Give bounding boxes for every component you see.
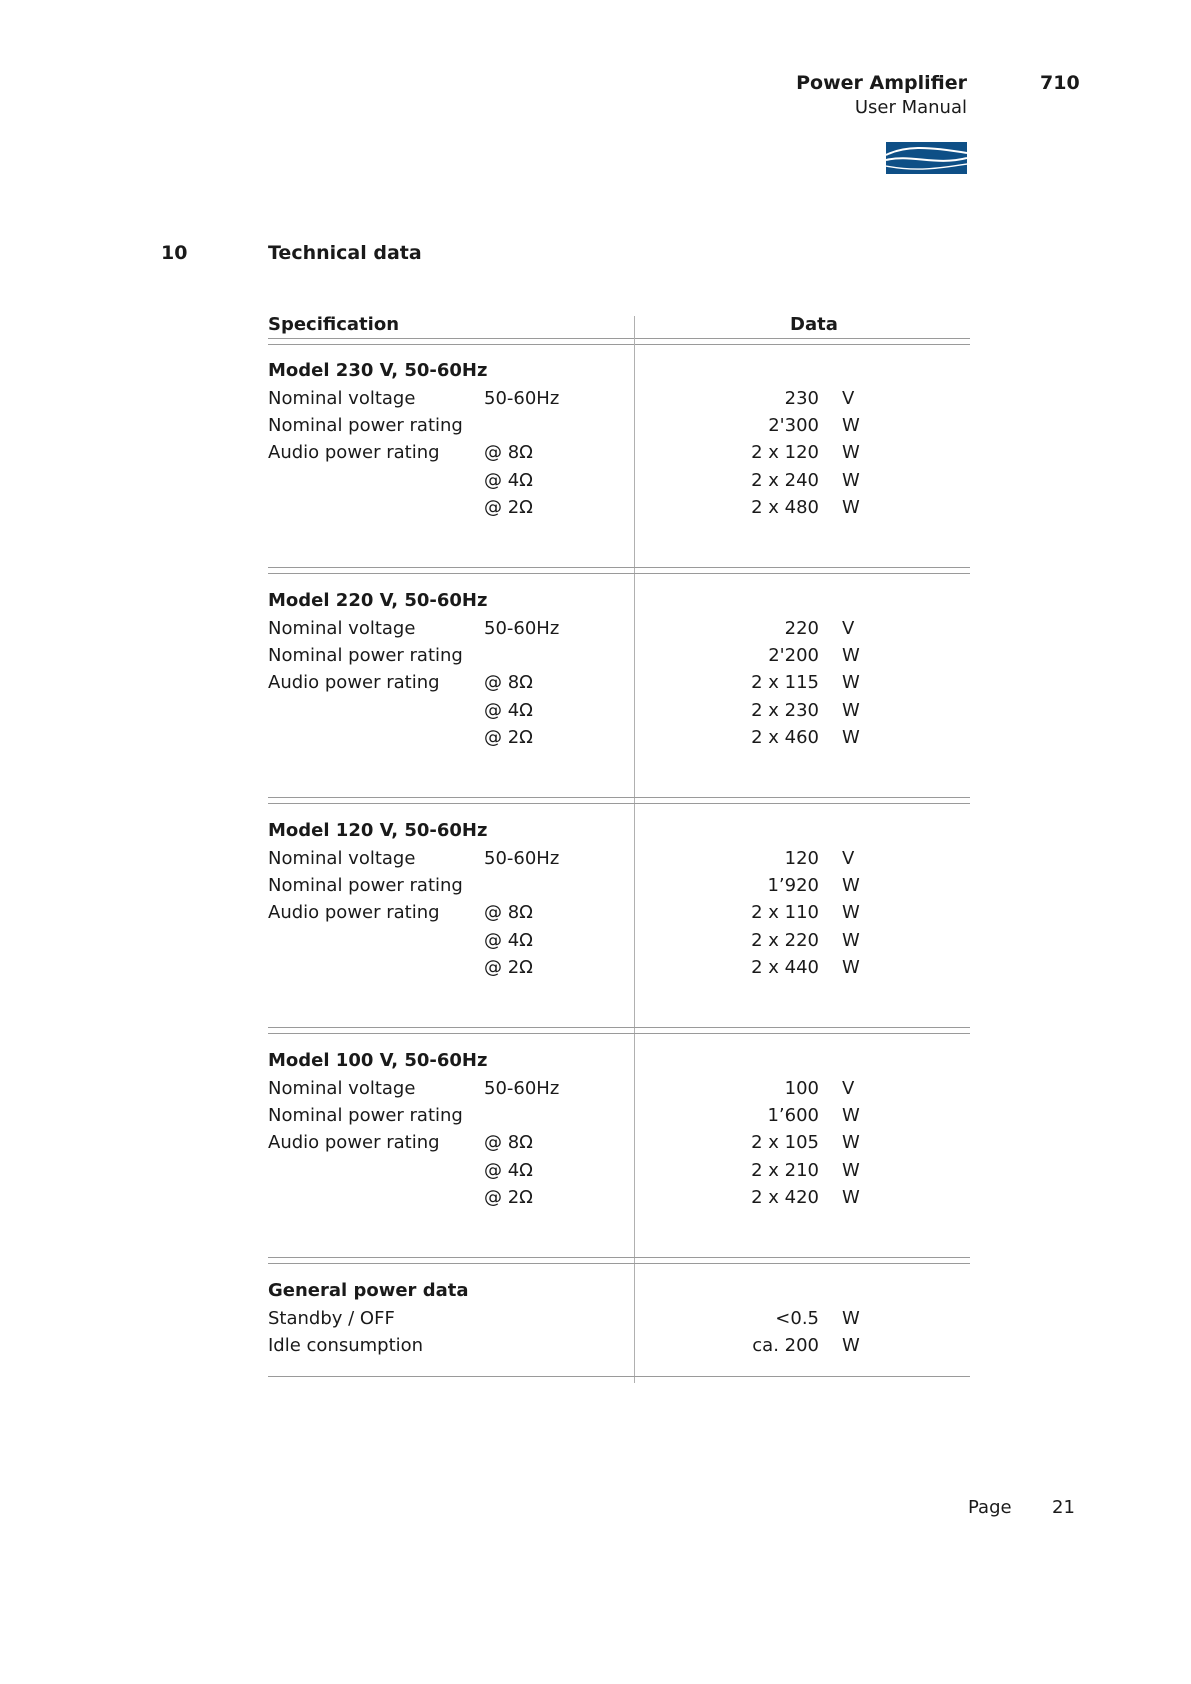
row-label: Nominal power rating [268, 415, 463, 436]
row-value: 2 x 480 [751, 497, 819, 518]
table-row [0, 1132, 1191, 1159]
product-title: Power Amplifier [796, 72, 967, 94]
row-label: Nominal voltage [268, 848, 416, 869]
table-row [0, 1078, 1191, 1105]
row-condition: @ 8Ω [484, 442, 533, 463]
model-number: 710 [1040, 72, 1080, 94]
row-condition: @ 4Ω [484, 470, 533, 491]
row-value: 2 x 210 [751, 1160, 819, 1181]
row-value: 2 x 420 [751, 1187, 819, 1208]
row-value: 2'200 [768, 645, 819, 666]
block-rule [268, 1033, 970, 1034]
row-unit: W [842, 727, 860, 748]
table-row [0, 1335, 1191, 1362]
table-row [0, 957, 1191, 984]
row-value: 120 [784, 848, 819, 869]
row-value: 2 x 220 [751, 930, 819, 951]
block-rule [268, 573, 970, 574]
row-unit: W [842, 930, 860, 951]
row-value: 230 [784, 388, 819, 409]
row-value: 220 [784, 618, 819, 639]
row-unit: W [842, 875, 860, 896]
row-value: <0.5 [775, 1308, 819, 1329]
wave-logo-icon [886, 142, 967, 174]
row-unit: W [842, 1187, 860, 1208]
row-condition: 50-60Hz [484, 388, 560, 409]
row-condition: 50-60Hz [484, 618, 560, 639]
row-unit: V [842, 848, 855, 869]
header-rule [268, 338, 970, 339]
row-condition: @ 4Ω [484, 930, 533, 951]
section-number: 10 [161, 242, 188, 264]
row-condition: @ 4Ω [484, 1160, 533, 1181]
table-row [0, 388, 1191, 415]
row-unit: V [842, 388, 855, 409]
header-rule-double [268, 344, 970, 345]
row-label: Nominal voltage [268, 618, 416, 639]
block-rule [268, 1027, 970, 1028]
document-subtitle: User Manual [854, 97, 967, 118]
table-bottom-rule [268, 1376, 970, 1377]
table-row [0, 902, 1191, 929]
table-row [0, 930, 1191, 957]
row-unit: W [842, 1160, 860, 1181]
row-unit: W [842, 1335, 860, 1356]
table-row [0, 497, 1191, 524]
row-value: 2'300 [768, 415, 819, 436]
table-row [0, 415, 1191, 442]
block-title: Model 230 V, 50-60Hz [268, 360, 488, 381]
block-rule [268, 1257, 970, 1258]
column-header-data: Data [790, 314, 838, 335]
row-value: 2 x 120 [751, 442, 819, 463]
row-unit: W [842, 470, 860, 491]
table-row [0, 645, 1191, 672]
row-label: Idle consumption [268, 1335, 424, 1356]
page-number: 21 [1052, 1497, 1075, 1518]
table-row [0, 848, 1191, 875]
page-label: Page [968, 1497, 1012, 1518]
block-rule [268, 567, 970, 568]
row-value: 2 x 440 [751, 957, 819, 978]
row-condition: @ 2Ω [484, 957, 533, 978]
table-row [0, 727, 1191, 754]
row-unit: W [842, 1132, 860, 1153]
row-condition: @ 2Ω [484, 1187, 533, 1208]
row-unit: V [842, 618, 855, 639]
row-unit: W [842, 497, 860, 518]
row-unit: V [842, 1078, 855, 1099]
row-condition: @ 8Ω [484, 902, 533, 923]
row-condition: @ 8Ω [484, 1132, 533, 1153]
row-label: Nominal voltage [268, 388, 416, 409]
row-label: Nominal voltage [268, 1078, 416, 1099]
row-unit: W [842, 672, 860, 693]
row-condition: @ 8Ω [484, 672, 533, 693]
block-title: General power data [268, 1280, 469, 1301]
row-unit: W [842, 1308, 860, 1329]
row-label: Nominal power rating [268, 1105, 463, 1126]
table-row [0, 618, 1191, 645]
table-row [0, 875, 1191, 902]
row-unit: W [842, 415, 860, 436]
block-title: Model 220 V, 50-60Hz [268, 590, 488, 611]
row-value: 2 x 110 [751, 902, 819, 923]
row-unit: W [842, 442, 860, 463]
row-value: 1’920 [767, 875, 819, 896]
row-label: Audio power rating [268, 672, 440, 693]
column-header-specification: Specification [268, 314, 400, 335]
block-rule [268, 803, 970, 804]
row-label: Audio power rating [268, 902, 440, 923]
row-label: Audio power rating [268, 1132, 440, 1153]
row-label: Nominal power rating [268, 875, 463, 896]
table-row [0, 442, 1191, 469]
table-row [0, 700, 1191, 727]
section-title: Technical data [268, 242, 422, 264]
table-row [0, 470, 1191, 497]
row-label: Standby / OFF [268, 1308, 395, 1329]
block-title: Model 100 V, 50-60Hz [268, 1050, 488, 1071]
row-value: 1’600 [767, 1105, 819, 1126]
row-unit: W [842, 700, 860, 721]
row-unit: W [842, 957, 860, 978]
row-value: 2 x 115 [751, 672, 819, 693]
row-label: Nominal power rating [268, 645, 463, 666]
table-row [0, 1160, 1191, 1187]
row-label: Audio power rating [268, 442, 440, 463]
row-value: 100 [784, 1078, 819, 1099]
row-condition: 50-60Hz [484, 1078, 560, 1099]
row-condition: 50-60Hz [484, 848, 560, 869]
block-rule [268, 797, 970, 798]
row-value: 2 x 230 [751, 700, 819, 721]
table-row [0, 1308, 1191, 1335]
row-unit: W [842, 645, 860, 666]
block-title: Model 120 V, 50-60Hz [268, 820, 488, 841]
row-value: ca. 200 [752, 1335, 819, 1356]
table-row [0, 1105, 1191, 1132]
row-unit: W [842, 902, 860, 923]
row-condition: @ 2Ω [484, 727, 533, 748]
row-unit: W [842, 1105, 860, 1126]
row-value: 2 x 240 [751, 470, 819, 491]
table-row [0, 672, 1191, 699]
table-row [0, 1187, 1191, 1214]
row-condition: @ 2Ω [484, 497, 533, 518]
row-condition: @ 4Ω [484, 700, 533, 721]
block-rule [268, 1263, 970, 1264]
row-value: 2 x 105 [751, 1132, 819, 1153]
row-value: 2 x 460 [751, 727, 819, 748]
